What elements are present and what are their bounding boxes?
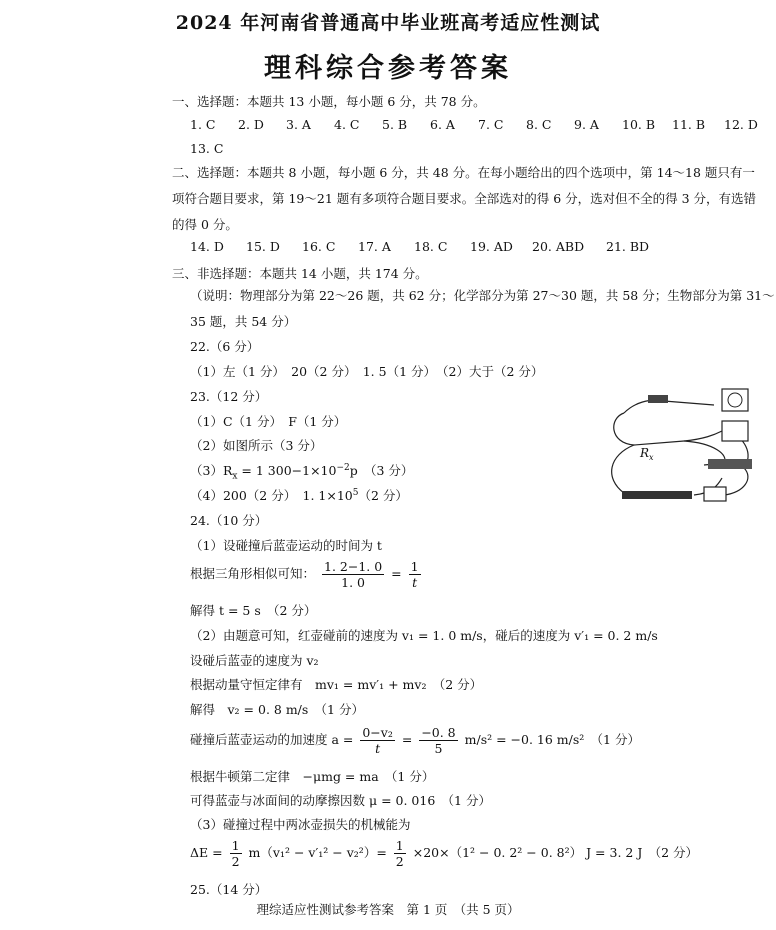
answer-item: 12. D [724,117,758,132]
q24-line4: （2）由题意可知，红壶碰前的速度为 v₁ = 1. 0 m/s，碰后的速度为 v′₁ = 0. 2 m/s [190,628,658,643]
q24-line1: （1）设碰撞后蓝壶运动的时间为 t [190,538,382,553]
ammeter-icon [722,421,748,441]
voltmeter-icon [722,389,748,411]
q24-line6: 根据动量守恒定律有 mv₁ = mv′₁ + mv₂ （2 分） [190,677,483,692]
q24-line2: 根据三角形相似可知： $\frac{1. 2-1. 0}{1. 0}$ = $\frac{1}{t}$ [190,559,419,590]
q24-line9: 根据牛顿第二定律 −μmg = ma （1 分） [190,769,435,784]
answer-item: 4. C [334,117,360,132]
q24-line10: 可得蓝壶与冰面间的动摩擦因数 μ = 0. 016 （1 分） [190,793,491,808]
q24-line8: 碰撞后蓝壶运动的加速度 a = $\frac{\text{0−v₂}}{t}$ = $\frac{-0. 8}{5}$ m/s² = −0. 16 m/s² （1 分） [190,725,640,756]
exam-title: 2024 年河南省普通高中毕业班高考适应性测试 [175,12,601,34]
q24-heading: 24.（10 分） [190,513,268,528]
battery-icon [648,395,668,403]
rx-label: $R_x$ [640,446,654,462]
circuit-diagram [604,383,764,513]
fraction: $\frac{1}{2}$ [395,838,404,869]
answer-item: 14. D [190,239,224,254]
q24-line11: （3）碰撞过程中两冰壶损失的机械能为 [190,817,411,832]
answer-item: 18. C [414,239,448,254]
q23-part3: $(3)R_x = 1$ $300-1\times 10^{-2}p$ （3 分） [190,462,414,482]
slide-rheostat-icon [622,491,692,499]
answer-item: 21. BD [606,239,650,254]
q24-line5: 设碰后蓝壶的速度为 v₂ [190,653,319,668]
answer-item: 15. D [246,239,280,254]
fraction: $\frac{\text{0−v₂}}{t}$ [362,725,393,756]
switch-icon [704,487,726,501]
answer-item: 17. A [358,239,391,254]
answer-item: 6. A [430,117,455,132]
answer-item: 9. A [574,117,599,132]
section1-heading: 一、选择题：本题共 13 小题，每小题 6 分，共 78 分。 [172,94,486,109]
fraction: $\frac{1. 2-1. 0}{1. 0}$ [324,559,383,590]
answer-item: 19. AD [470,239,513,254]
answer-item: 16. C [302,239,336,254]
answer-item: 5. B [382,117,408,132]
answer-item: 7. C [478,117,504,132]
q22-answer: （1）左（1 分） 20（2 分） 1. 5（1 分） （2）大于（2 分） [190,364,544,379]
answer-item: 1. C [190,117,216,132]
answer-item: 20. ABD [532,239,585,254]
q24-line12: ΔE = $\frac{1}{2}$ m（v₁² − v′₁² − v₂²）= $\frac{1}{2}$ ×20×（1² − 0. 2² − 0. 8²） J = 3. 2 J （2 分） [190,838,699,869]
answer-item: 8. C [526,117,552,132]
section2-heading: 二、选择题：本题共 8 小题，每小题 6 分，共 48 分。在每小题给出的四个选项中，第 14～18 题只有一项符合题目要求，第 19～21 题有多项符合题目要求。全部选对的得 6 分，选对但不全的得 3 分，有选错的得 0 分。 [172,165,757,232]
q23-part4: （4）200（2 分） 1. $1\times 10^5(2$ 分） [190,487,408,503]
fraction: $\frac{1}{2}$ [231,838,240,869]
answer-item: 3. A [286,117,311,132]
q23-part1: （1）C（1 分） F（1 分） [190,414,347,429]
q23-part2: （2）如图所示（3 分） [190,438,323,453]
rheostat-icon [708,459,752,469]
q25-heading: 25.（14 分） [190,882,268,897]
page-footer: 理综适应性测试参考答案 第 1 页 （共 5 页） [256,902,520,917]
fraction: $\frac{1}{t}$ [410,559,419,590]
answer-item: 11. B [672,117,706,132]
answer-item: 10. B [622,117,656,132]
fraction: $\frac{-0. 8}{5}$ [421,725,456,756]
section3-heading: 三、非选择题：本题共 14 小题，共 174 分。 [172,266,428,281]
q24-line3: 解得 t = 5 s （2 分） [190,603,317,618]
section3-note: （说明：物理部分为第 22～26 题，共 62 分；化学部分为第 27～30 题，共 58 分；生物部分为第 31～35 题，共 54 分） [190,288,775,329]
answer-item: 2. D [238,117,264,132]
doc-subtitle: 理科综合参考答案 [264,53,512,84]
q23-heading: 23.（12 分） [190,389,268,404]
q24-line7: 解得 v₂ = 0. 8 m/s （1 分） [190,702,364,717]
q22-heading: 22.（6 分） [190,339,260,354]
answer-item: 13. C [190,141,224,156]
